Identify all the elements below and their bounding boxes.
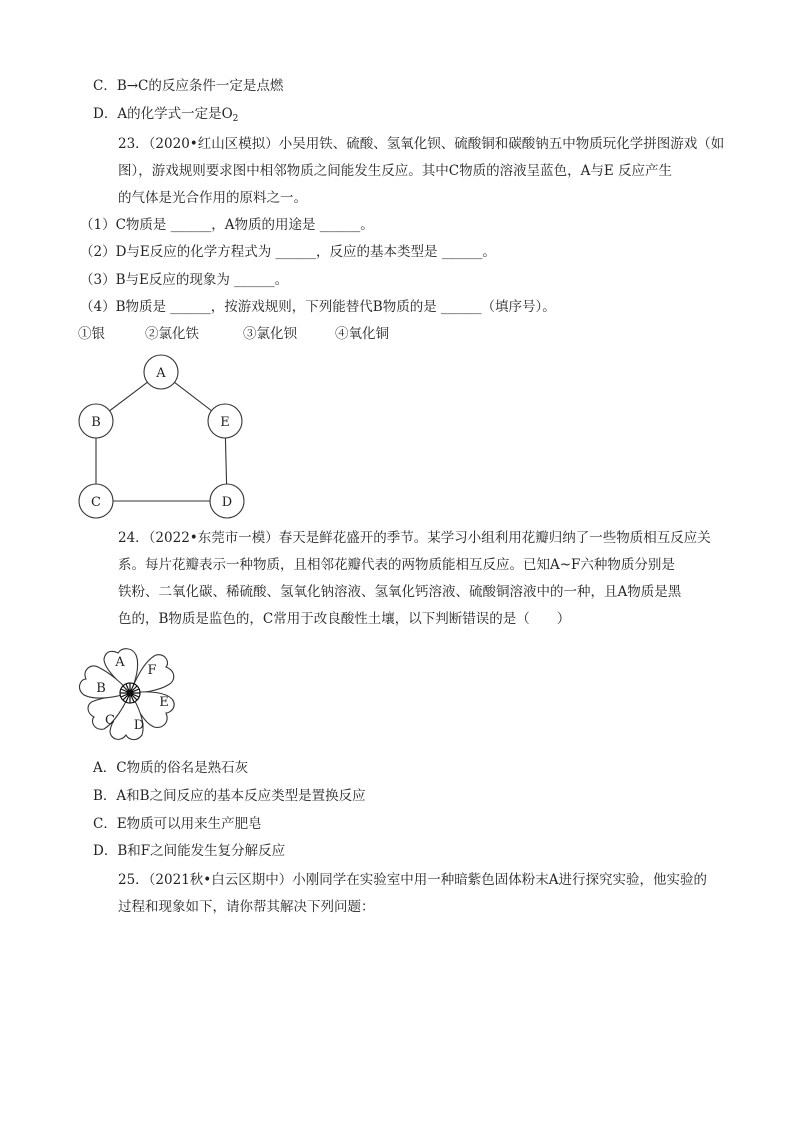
petal-label-a: A bbox=[115, 655, 125, 670]
petal-label-d: D bbox=[133, 718, 145, 733]
q25-stem-line1: 25．（2021秋•白云区期中）小刚同学在实验室中用一种暗紫色固体粉末A进行探究实验，他实验的 bbox=[118, 872, 707, 888]
petal-label-c: C bbox=[105, 713, 115, 728]
node-label-c: C bbox=[91, 495, 101, 510]
q24-stem-line3: 铁粉、二氧化碳、稀硫酸、氢氧化钠溶液、氢氧化钙溶液、硫酸铜溶液中的一种，且A物质是黑 bbox=[118, 584, 682, 600]
q25-stem-line2: 过程和现象如下，请你帮其解决下列问题： bbox=[118, 899, 375, 915]
petal-label-e: E bbox=[159, 695, 169, 710]
q24-option-c: C．E物质可以用来生产肥皂 bbox=[93, 816, 262, 832]
q23-puzzle-diagram bbox=[70, 350, 260, 525]
q23-choice-1: ①银 bbox=[78, 326, 105, 342]
q24-stem-line4: 色的，B物质是监色的，C常用于改良酸性土壤，以下判断错误的是（ ） bbox=[118, 611, 571, 627]
node-label-d: D bbox=[221, 495, 233, 510]
flower-center bbox=[120, 683, 140, 703]
q23-choice-3: ③氯化钡 bbox=[243, 326, 297, 342]
q23-subquestion-3: （3）B与E反应的现象为 ______。 bbox=[80, 272, 289, 288]
q24-stem-line2: 系。每片花瓣表示一种物质，且相邻花瓣代表的两物质能相互反应。已知A~F六种物质分别是 bbox=[118, 557, 675, 573]
q24-stem-line1: 24．（2022•东莞市一模）春天是鲜花盛开的季节。某学习小组利用花瓣归纳了一些物质相互反应关 bbox=[118, 530, 711, 546]
q23-choice-2: ②氯化铁 bbox=[145, 326, 199, 342]
q23-subquestion-2: （2）D与E反应的化学方程式为 ______，反应的基本类型是 ______。 bbox=[80, 244, 496, 260]
node-label-e: E bbox=[220, 415, 230, 430]
q24-option-a: A．C物质的俗名是熟石灰 bbox=[93, 760, 249, 776]
q23-subquestion-1: （1）C物质是 ______，A物质的用途是 ______。 bbox=[80, 217, 374, 233]
petal-label-b: B bbox=[96, 681, 106, 696]
node-label-b: B bbox=[91, 415, 101, 430]
petal-label-f: F bbox=[147, 663, 157, 678]
q23-subquestion-4: （4）B物质是 ______，按游戏规则，下列能替代B物质的是 ______（填序号）。 bbox=[80, 299, 556, 315]
option-d-prev bbox=[93, 104, 238, 129]
q24-flower-diagram bbox=[74, 643, 186, 747]
q24-option-b: B．A和B之间反应的基本反应类型是置换反应 bbox=[93, 788, 366, 804]
subscript: 2 bbox=[232, 114, 239, 124]
node-label-a: A bbox=[156, 366, 166, 381]
option-c-prev: C．B→C的反应条件一定是点燃 bbox=[93, 78, 284, 94]
q23-stem-line1: 23．（2020•红山区模拟）小吴用铁、硫酸、氢氧化钡、硫酸铜和碳酸钠五中物质玩化学拼图游戏（如 bbox=[118, 136, 725, 152]
q23-stem-line3: 的气体是光合作用的原料之一。 bbox=[118, 190, 307, 206]
q23-stem-line2: 图），游戏规则要求图中相邻物质之间能发生反应。其中C物质的溶液呈蓝色，A与E 反应产生 bbox=[118, 163, 672, 179]
option-d-text: D．A的化学式一定是O bbox=[93, 106, 233, 122]
q23-choice-4: ④氧化铜 bbox=[335, 326, 389, 342]
q24-option-d: D．B和F之间能发生复分解反应 bbox=[93, 843, 286, 859]
